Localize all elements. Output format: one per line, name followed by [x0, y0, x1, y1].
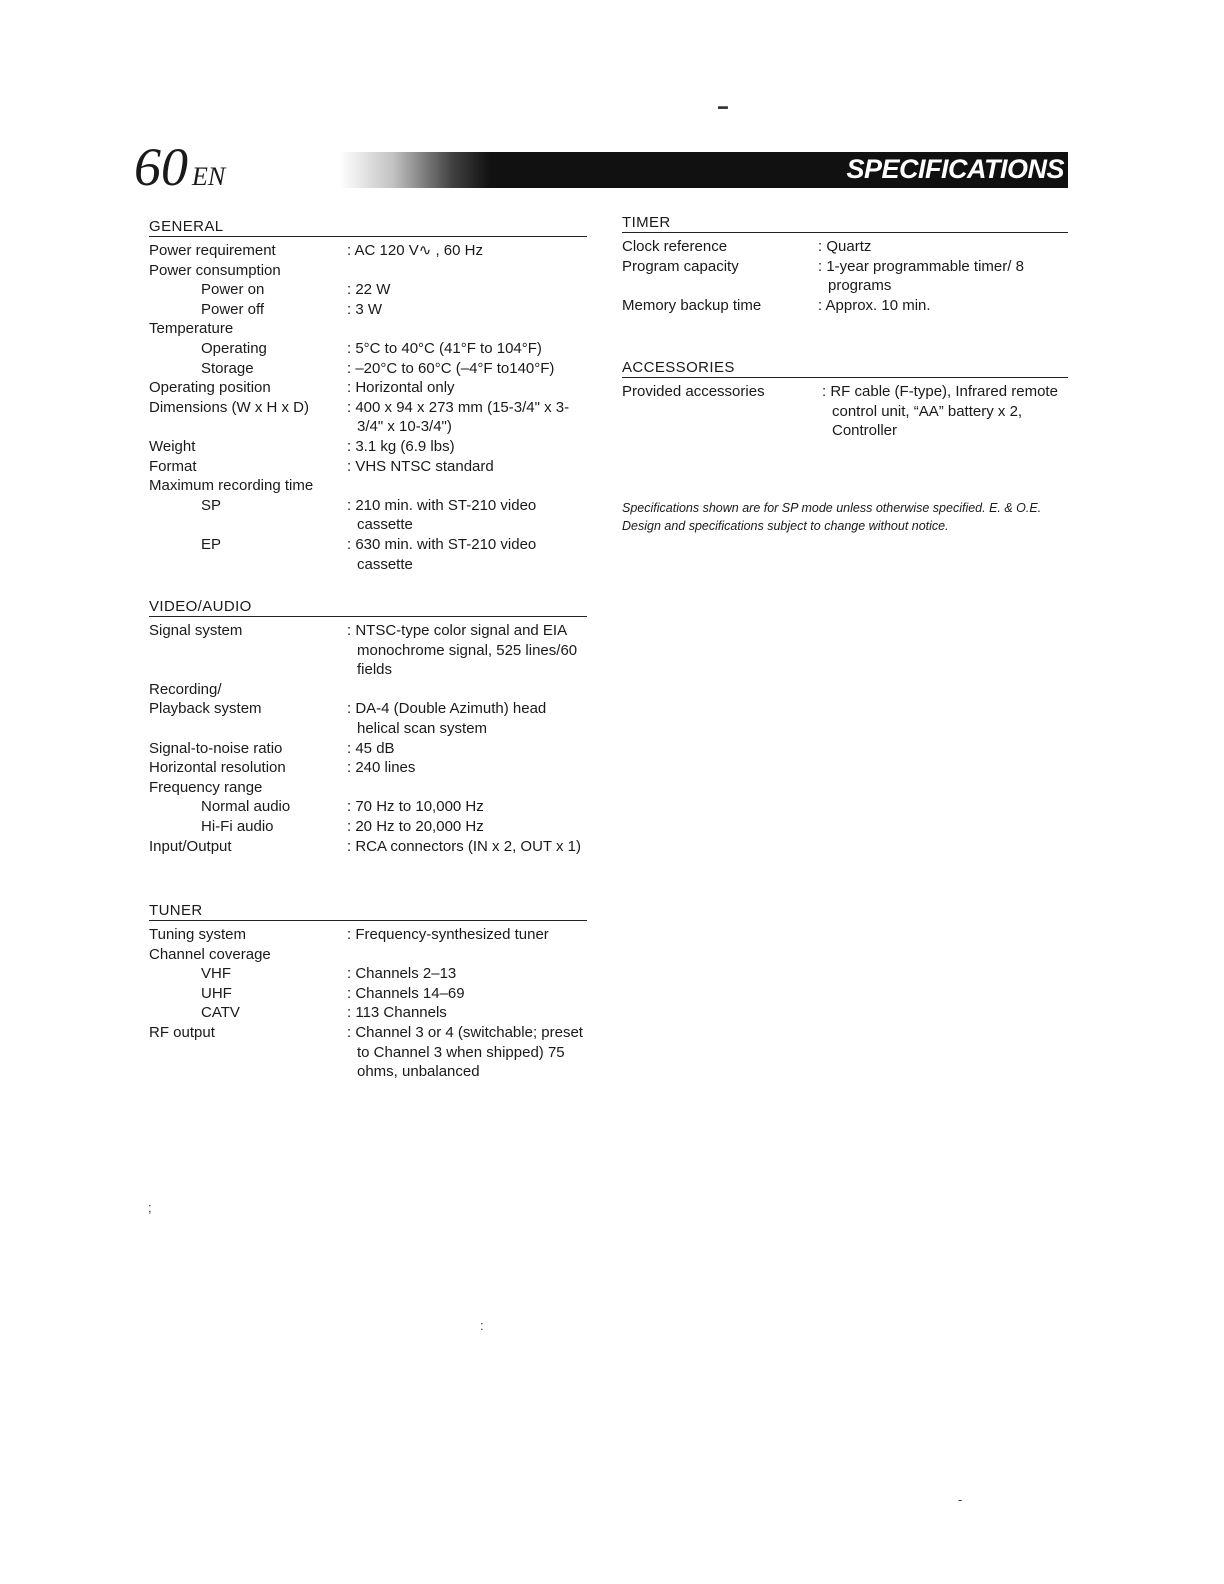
- header-bar-fade: [340, 152, 490, 188]
- section-heading: TIMER: [622, 214, 1068, 233]
- footnote: Specifications shown are for SP mode unless otherwise specified. E. & O.E. Design and specifications subject to change without notice.: [622, 501, 1042, 533]
- spec-value: : Channel 3 or 4 (switchable; preset to Channel 3 when shipped) 75 ohms, unbalanced: [347, 1023, 587, 1082]
- spec-row: [622, 296, 1068, 316]
- spec-label: Format: [149, 457, 197, 475]
- spec-row: [149, 964, 587, 984]
- section-timer: [622, 214, 1068, 315]
- section-video-audio: [149, 598, 587, 856]
- spec-value: : 70 Hz to 10,000 Hz: [347, 797, 484, 817]
- spec-value: : 22 W: [347, 280, 390, 300]
- spec-value: : Channels 2–13: [347, 964, 456, 984]
- spec-value: : 3 W: [347, 300, 382, 320]
- spec-row: [149, 758, 587, 778]
- spec-rows: [149, 241, 587, 574]
- spec-label: Input/Output: [149, 837, 232, 855]
- spec-value: : 400 x 94 x 273 mm (15-3/4" x 3-3/4" x 10-3/4"): [347, 398, 587, 437]
- spec-row: [149, 398, 587, 437]
- spec-value: [347, 778, 357, 798]
- spec-label: Power off: [201, 300, 265, 318]
- spec-row: [149, 621, 587, 680]
- spec-label: Weight: [149, 437, 196, 455]
- spec-row: [149, 778, 587, 798]
- section-heading: GENERAL: [149, 218, 587, 237]
- scan-speck: -: [958, 1492, 963, 1507]
- page-number-value: 60: [134, 137, 188, 197]
- spec-label: Playback system: [149, 700, 262, 718]
- spec-value: : 5°C to 40°C (41°F to 104°F): [347, 339, 542, 359]
- spec-label: Channel coverage: [149, 945, 271, 963]
- spec-row: [149, 945, 587, 965]
- spec-row: [149, 739, 587, 759]
- spec-row: [149, 261, 587, 281]
- spec-value: : 20 Hz to 20,000 Hz: [347, 817, 484, 837]
- spec-label: Provided accessories: [622, 383, 765, 400]
- spec-label: SP: [201, 496, 222, 514]
- spec-row: [622, 237, 1068, 257]
- spec-value: [347, 476, 357, 496]
- spec-row: [149, 359, 587, 379]
- spec-label: UHF: [201, 984, 232, 1002]
- spec-value: [347, 261, 357, 281]
- spec-row: [149, 280, 587, 300]
- spec-value: : RF cable (F-type), Infrared remote control unit, “AA” battery x 2, Controller: [822, 382, 1068, 441]
- scan-speck: ;: [148, 1200, 152, 1215]
- spec-row: [622, 257, 1068, 296]
- spec-label: Power consumption: [149, 261, 281, 279]
- spec-label: Normal audio: [201, 798, 291, 816]
- spec-value: : 210 min. with ST-210 video cassette: [347, 496, 587, 535]
- spec-value: : Approx. 10 min.: [818, 296, 931, 316]
- spec-label: Signal-to-noise ratio: [149, 739, 283, 757]
- spec-row: [149, 984, 587, 1004]
- spec-row: [149, 1003, 587, 1023]
- spec-row: [149, 680, 587, 700]
- spec-row: [149, 1023, 587, 1082]
- spec-row: [622, 382, 1068, 441]
- spec-label: Recording/: [149, 680, 222, 698]
- spec-label: Power requirement: [149, 242, 276, 259]
- spec-label: Dimensions (W x H x D): [149, 398, 310, 416]
- spec-value: : DA-4 (Double Azimuth) head helical scan system: [347, 699, 587, 738]
- spec-value: : 1-year programmable timer/ 8 programs: [818, 257, 1068, 296]
- spec-label: Temperature: [149, 320, 234, 338]
- spec-row: [149, 817, 587, 837]
- spec-value: : AC 120 V∿ , 60 Hz: [347, 241, 483, 261]
- spec-label: Operating: [201, 339, 267, 357]
- header-bar: [340, 152, 1068, 188]
- spec-label: Hi-Fi audio: [201, 817, 274, 835]
- spec-rows: [622, 382, 1068, 441]
- spec-row: [149, 699, 587, 738]
- spec-label: Signal system: [149, 622, 243, 639]
- spec-value: : Quartz: [818, 237, 873, 257]
- spec-value: [347, 319, 357, 339]
- section-heading: VIDEO/AUDIO: [149, 598, 587, 617]
- spec-row: [149, 797, 587, 817]
- spec-row: [149, 241, 587, 261]
- section-heading: ACCESSORIES: [622, 359, 1068, 378]
- spec-value: : Frequency-synthesized tuner: [347, 925, 549, 945]
- page-language: EN: [192, 162, 226, 191]
- spec-value: : 113 Channels: [347, 1003, 447, 1023]
- spec-value: : RCA connectors (IN x 2, OUT x 1): [347, 837, 581, 857]
- spec-label: Frequency range: [149, 778, 263, 796]
- spec-row: [149, 378, 587, 398]
- spec-value: : 3.1 kg (6.9 lbs): [347, 437, 455, 457]
- spec-value: : NTSC-type color signal and EIA monochrome signal, 525 lines/60 fields: [347, 621, 587, 680]
- spec-row: [149, 535, 587, 574]
- scan-speck: :: [480, 1318, 484, 1333]
- spec-row: [149, 319, 587, 339]
- spec-row: [149, 457, 587, 477]
- spec-rows: [149, 925, 587, 1082]
- spec-label: Operating position: [149, 379, 271, 397]
- spec-row: [149, 925, 587, 945]
- spec-value: [347, 680, 357, 700]
- spec-label: Storage: [201, 359, 254, 377]
- spec-rows: [149, 621, 587, 856]
- spec-row: [149, 837, 587, 857]
- spec-value: : –20°C to 60°C (–4°F to140°F): [347, 359, 554, 379]
- spec-row: [149, 476, 587, 496]
- spec-label: VHF: [201, 965, 231, 983]
- spec-rows: [622, 237, 1068, 315]
- spec-row: [149, 496, 587, 535]
- spec-label: Program capacity: [622, 257, 739, 275]
- spec-label: RF output: [149, 1023, 215, 1041]
- section-accessories: [622, 359, 1068, 441]
- spec-value: [347, 945, 357, 965]
- section-heading: TUNER: [149, 902, 587, 921]
- spec-value: : 45 dB: [347, 739, 395, 759]
- spec-label: Power on: [201, 281, 265, 299]
- spec-label: Clock reference: [622, 238, 728, 255]
- spec-row: [149, 437, 587, 457]
- spec-label: Tuning system: [149, 926, 246, 943]
- spec-value: : 630 min. with ST-210 video cassette: [347, 535, 587, 574]
- page-title: SPECIFICATIONS: [846, 154, 1064, 184]
- section-tuner: [149, 902, 587, 1082]
- spec-label: Memory backup time: [622, 296, 762, 314]
- scan-speck: ━: [718, 100, 728, 117]
- spec-row: [149, 300, 587, 320]
- spec-value: : Channels 14–69: [347, 984, 465, 1004]
- page-number: [134, 137, 226, 197]
- spec-value: : Horizontal only: [347, 378, 455, 398]
- spec-row: [149, 339, 587, 359]
- spec-label: Horizontal resolution: [149, 759, 286, 777]
- spec-label: CATV: [201, 1004, 240, 1022]
- spec-label: EP: [201, 535, 222, 553]
- spec-value: : VHS NTSC standard: [347, 457, 494, 477]
- section-general: [149, 218, 587, 574]
- spec-label: Maximum recording time: [149, 477, 314, 495]
- spec-value: : 240 lines: [347, 758, 415, 778]
